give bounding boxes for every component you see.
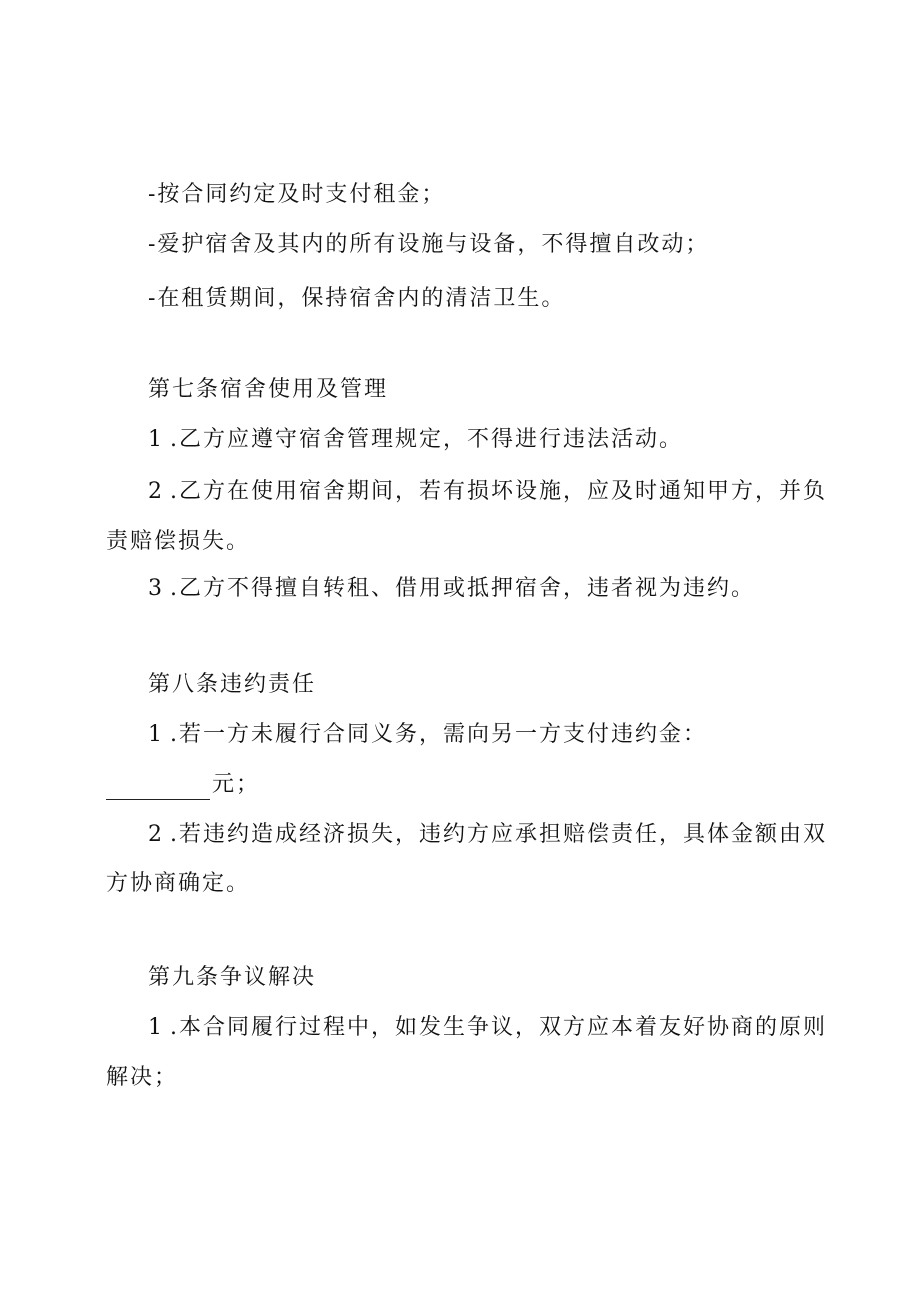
- article9-item-1-cont: 解决；: [106, 1065, 179, 1090]
- article8-item-2: [148, 820, 827, 850]
- duty-line-3: -在租赁期间，保持宿舍内的清洁卫生。: [148, 286, 566, 311]
- item-number: 1: [148, 722, 162, 747]
- item-text: .本合同履行过程中，如发生争议，双方应本着友好协商的原则: [170, 1015, 827, 1040]
- article8-item-1-cont: [106, 770, 260, 800]
- amount-blank: [106, 779, 210, 800]
- item-number: 1: [148, 1015, 162, 1040]
- article7-title: 第七条宿舍使用及管理: [148, 377, 389, 402]
- duty-line-1: -按合同约定及时支付租金；: [148, 182, 446, 207]
- amount-unit: 元；: [212, 772, 261, 797]
- item-text: .乙方应遵守宿舍管理规定，不得进行违法活动。: [170, 427, 683, 452]
- article7-item-2: [148, 477, 827, 507]
- article9-item-1: [148, 1013, 827, 1043]
- article7-item-3: [148, 574, 755, 604]
- item-text: .乙方在使用宿舍期间，若有损坏设施，应及时通知甲方，并负: [170, 479, 827, 504]
- article8-item-2-cont: 方协商确定。: [106, 871, 251, 896]
- item-text: .乙方不得擅自转租、借用或抵押宿舍，违者视为违约。: [170, 576, 755, 601]
- article8-title: 第八条违约责任: [148, 672, 317, 697]
- item-number: 1: [148, 427, 162, 452]
- article8-item-1: [148, 720, 707, 750]
- article7-item-2-cont: 责赔偿损失。: [106, 529, 251, 554]
- item-number: 3: [148, 576, 162, 601]
- duty-line-2: -爱护宿舍及其内的所有设施与设备，不得擅自改动；: [148, 232, 710, 257]
- article7-item-1: [148, 425, 683, 455]
- item-number: 2: [148, 822, 162, 847]
- article9-title: 第九条争议解决: [148, 965, 317, 990]
- item-text: .若违约造成经济损失，违约方应承担赔偿责任，具体金额由双: [170, 822, 827, 847]
- item-text: .若一方未履行合同义务，需向另一方支付违约金：: [170, 722, 707, 747]
- item-number: 2: [148, 479, 162, 504]
